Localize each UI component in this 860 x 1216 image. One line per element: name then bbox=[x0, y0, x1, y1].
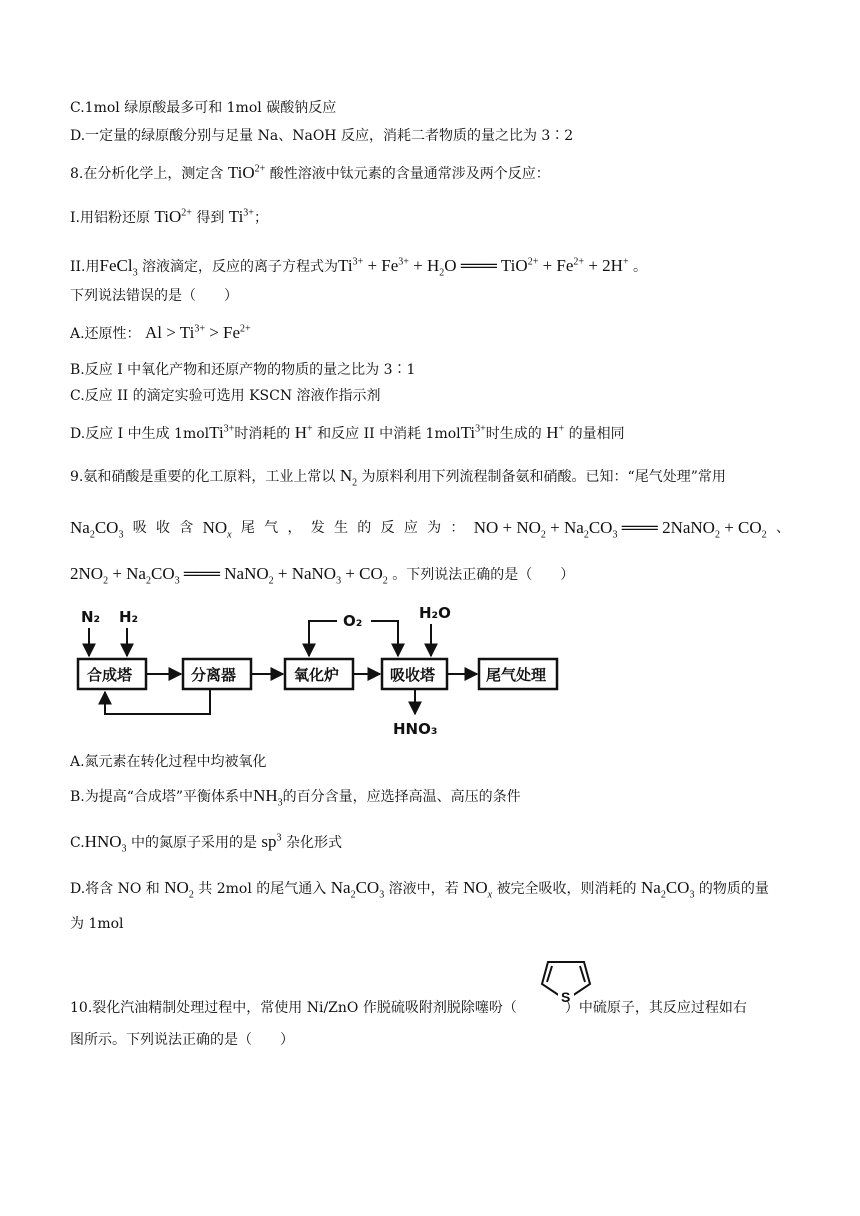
thiophene-structure bbox=[538, 952, 594, 1004]
q9-option-b: B.为提高“合成塔”平衡体系中$NH_3$的百分含量，应选择高温、高压的条件 bbox=[70, 786, 521, 809]
q9-option-a: A.氮元素在转化过程中均被氧化 bbox=[70, 754, 267, 770]
q8-question: 下列说法错误的是（ ） bbox=[70, 288, 238, 304]
h2-label: H₂ bbox=[119, 608, 139, 626]
o2-label: O₂ bbox=[343, 612, 363, 630]
n2-label: N₂ bbox=[81, 608, 101, 626]
q8-stem: 8.在分析化学上，测定含 TiO$^{2+}$ 酸性溶液中钛元素的含量通常涉及两个反应： bbox=[70, 163, 550, 182]
q8-option-d: D.反应 I 中生成 1molTi$^{3+}$时消耗的 H+ 和反应 II 中消耗 1molTi$^{3+}$时生成的 H+ 的量相同 bbox=[70, 423, 625, 442]
hno3-label: HNO₃ bbox=[393, 720, 438, 738]
q8-option-a: A.还原性： $Al > Ti^{3+} > Fe^{2+}$ bbox=[70, 323, 251, 342]
box-synthesis-tower-label: 合成塔 bbox=[87, 666, 133, 684]
q8-reaction-2: II.用FeCl$_3$ 溶液滴定，反应的离子方程式为$Ti^{3+} + Fe^{3+} + H_2O$ ═══ $TiO^{2+} + Fe^{2+} + 2H^+$ 。 bbox=[70, 256, 648, 279]
thiophene-s-label: S bbox=[561, 989, 571, 1004]
o2-arrow-tower bbox=[371, 621, 398, 656]
q9-stem-line1: 9.氨和硝酸是重要的化工原料，工业上常以 $N_2$ 为原料利用下列流程制备氨和硝酸。已知：“尾气处理”常用 bbox=[70, 466, 726, 489]
o2-arrow-furnace bbox=[309, 621, 337, 656]
box-oxidation-furnace-label: 氧化炉 bbox=[294, 666, 340, 684]
box-absorption-tower-label: 吸收塔 bbox=[390, 666, 436, 684]
q9-option-c: $C.HNO_3$ 中的氮原子采用的是 $sp^3$ 杂化形式 bbox=[70, 832, 342, 855]
q9-option-d-cont: 为 1mol bbox=[70, 916, 124, 932]
q9-option-d: D.将含 NO 和 $NO_2$ 共 2mol 的尾气通入 $Na_2CO_3$ 溶液中，若 $NO_x$ 被完全吸收，则消耗的 $Na_2CO_3$ 的物质的量 bbox=[70, 878, 769, 901]
q7-option-d: D.一定量的绿原酸分别与足量 Na、NaOH 反应，消耗二者物质的量之比为 3∶2 bbox=[70, 128, 574, 144]
h2o-label: H₂O bbox=[419, 604, 451, 622]
q10-stem-line1: 10.裂化汽油精制处理过程中，常使用 Ni/ZnO 作脱硫吸附剂脱除噻吩（ ）中硫原子，其反应过程如右 bbox=[70, 1000, 747, 1016]
q10-stem-line2: 图所示。下列说法正确的是（ ） bbox=[70, 1032, 294, 1048]
box-tail-gas-label: 尾气处理 bbox=[486, 666, 547, 684]
q8-option-b: B.反应 I 中氧化产物和还原产物的物质的量之比为 3∶1 bbox=[70, 362, 416, 378]
box-separator-label: 分离器 bbox=[191, 666, 237, 684]
q7-option-c: C.1mol 绿原酸最多可和 1mol 碳酸钠反应 bbox=[70, 100, 337, 116]
recycle-arrow bbox=[105, 689, 210, 714]
q9-stem-line3: $2NO_2 + Na_2CO_3$ ═══ NaNO$_2$ + NaNO$_3$ + $CO_2$ 。下列说法正确的是（ ） bbox=[70, 564, 575, 587]
q8-reaction-1: I.用铝粉还原 TiO$^{2+}$ 得到 $Ti^{3+}$； bbox=[70, 207, 268, 226]
q9-stem-line2: $Na_2CO_3$ 吸 收 含 $NO_x$ 尾 气 ， 发 生 的 反 应 为 ： NO + $NO_2 + Na_2CO_3$ ═══ 2NaNO$_2$ + $CO_2$ 、 bbox=[70, 518, 790, 541]
q8-option-c: C.反应 II 的滴定实验可选用 KSCN 溶液作指示剂 bbox=[70, 388, 381, 404]
q9-flow-diagram bbox=[75, 604, 565, 744]
